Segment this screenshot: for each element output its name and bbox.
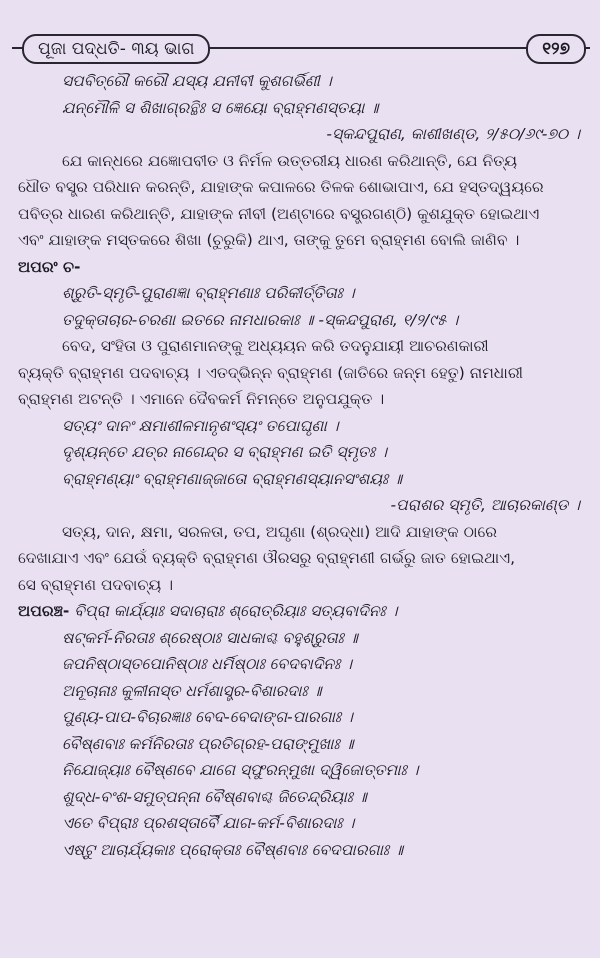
paragraph-line: ବ୍ୟକ୍ତି ବ୍ରାହ୍ମଣ ପଦବାଚ୍ୟ । ଏତଦ୍‌ଭିନ୍ନ ବ୍ରାହ୍ମଣ (ଜାତିରେ ଜନ୍ମ ହେତୁ) ନାମଧାରୀ bbox=[18, 363, 523, 382]
verse-line: ଶ୍ରୁତି-ସ୍ମୃତି-ପୁରାଣଜ୍ଞା ବ୍ରାହ୍ମଣାଃ ପରିକୀର୍ତ୍ତିତାଃ । bbox=[62, 284, 355, 302]
paragraph-line: ବ୍ରାହ୍ମଣ ଅଟନ୍ତି । ଏମାନେ ଦୈବକର୍ମ ନିମନ୍ତେ ଅନୁପଯୁକ୍ତ । bbox=[18, 390, 385, 408]
paragraph-line: ସେ ବ୍ରାହ୍ମଣ ପଦବାଚ୍ୟ । bbox=[18, 575, 174, 594]
verse-line: ବ୍ରାହ୍ମଣ୍ୟାଂ ବ୍ରାହ୍ମଣାଜ୍ଜାତୋ ବ୍ରାହ୍ମଣସ୍ୟାନସଂଶୟଃ ॥ bbox=[62, 469, 403, 488]
verse-line: ଏତେ ବିପ୍ରାଃ ପ୍ରଶସ୍ତାର୍ବୈ ଯାଗ-କର୍ମ-ବିଶାରଦାଃ । bbox=[62, 814, 355, 832]
verse-line: ଜପନିଷ୍ଠାସ୍ତପୋନିଷ୍ଠାଃ ଧର୍ମିଷ୍ଠାଃ ବେଦବାଦିନଃ । bbox=[62, 655, 353, 673]
running-header bbox=[12, 34, 590, 62]
verse-line: ସପବିତ୍ରୌ କରୌ ଯସ୍ୟ ଯନୀବୀ କୁଶଗର୍ଭିଣୀ । bbox=[62, 72, 332, 90]
paragraph-line: ଦେଖାଯାଏ ଏବଂ ଯେଉଁ ବ୍ୟକ୍ତି ବ୍ରାହ୍ମଣ ଔରସରୁ ବ୍ରାହ୍ମଣୀ ଗର୍ଭରୁ ଜାତ ହୋଇଥାଏ, bbox=[18, 549, 516, 567]
paragraph-line: ଏବଂ ଯାହାଙ୍କ ମସ୍ତକରେ ଶିଖା (ଚୁରୁକି) ଥାଏ, ତାଙ୍କୁ ତୁମେ ବ୍ରାହ୍ମଣ ବୋଲି ଜାଣିବ । bbox=[18, 231, 520, 249]
paragraph-line: ଯେ କାନ୍ଧରେ ଯଜ୍ଞୋପବୀତ ଓ ନିର୍ମଳ ଉତ୍ତରୀୟ ଧାରଣ କରିଥାନ୍ତି, ଯେ ନିତ୍ୟ bbox=[62, 151, 518, 170]
page-body bbox=[18, 68, 584, 863]
section-heading-verse bbox=[18, 598, 584, 625]
verse-text: ବିପ୍ରା କାର୍ଯ୍ୟାଃ ସଦାଚାରାଃ ଶ୍ରୋତ୍ରିୟାଃ ସତ୍ୟବାଦିନଃ । bbox=[69, 602, 398, 620]
header-title: ପୂଜା ପଦ୍ଧତି- ୩ୟ ଭାଗ bbox=[22, 34, 210, 64]
verse-line: ଶୁଦ୍ଧ-ବଂଶ-ସମୁତ୍ପନ୍ନା ବୈଷ୍ଣବାଶ୍ଚ ଜିତେନ୍ଦ୍ରିୟାଃ ॥ bbox=[62, 787, 367, 806]
citation-line: -ସ୍କନ୍ଦପୁରାଣ, କାଶୀଖଣ୍ଡ, ୨/୫୦/୬୯-୭୦ । bbox=[326, 125, 580, 143]
verse-line: ଷଟ୍‌କର୍ମ-ନିରତାଃ ଶ୍ରେଷ୍ଠାଃ ସାଧକାଶ୍ଚ ବହୁଶ୍ରୁତାଃ ॥ bbox=[62, 628, 358, 647]
section-heading: ଅପରଂ ଚ- bbox=[18, 257, 81, 276]
paragraph-line: ପବିତ୍ର ଧାରଣ କରିଥାନ୍ତି, ଯାହାଙ୍କ ନୀବୀ (ଅଣ୍ଟାରେ ବସ୍ତ୍ରଗଣ୍ଠି) କୁଶଯୁକ୍ତ ହୋଇଥାଏ bbox=[18, 204, 540, 223]
verse-line: ନିଯୋଜ୍ୟାଃ ବୈଷ୍ଣବେ ଯାଗେ ସ୍ଫୁରନ୍ମୁଖା ଦ୍ୱିଜୋତ୍ତମାଃ । bbox=[62, 761, 419, 779]
paragraph-line: ଧୌତ ବସ୍ତ୍ର ପରିଧାନ କରନ୍ତି, ଯାହାଙ୍କ କପାଳରେ ତିଳକ ଶୋଭାପାଏ, ଯେ ହସ୍ତଦ୍ୱୟରେ bbox=[18, 178, 544, 196]
verse-line: ଯନ୍ମୌଳି ସ ଶିଖାଗ୍ରନ୍ଥିଃ ସ ଜ୍ଞେୟୋ ବ୍ରାହ୍ମଣସ୍ତୟା ॥ bbox=[62, 98, 379, 117]
verse-line: ତଦୁକ୍ତାଚାର-ଚରଣା ଇତରେ ନାମଧାରକାଃ ॥ -ସ୍କନ୍ଦପୁରାଣ, ୧/୨/୯୫ । bbox=[62, 310, 459, 329]
verse-line: ସତ୍ୟଂ ଦାନଂ କ୍ଷମାଶୀଳମାନୃଶଂସ୍ୟଂ ତପୋଘୃଣା । bbox=[62, 416, 339, 435]
page-number: ୧୨୭ bbox=[526, 34, 586, 64]
paragraph-line: ସତ୍ୟ, ଦାନ, କ୍ଷମା, ସରଳତା, ତପ, ଅଘୃଣା (ଶ୍ରଦ୍ଧା) ଆଦି ଯାହାଙ୍କ ଠାରେ bbox=[62, 522, 498, 541]
verse-line: ପୁଣ୍ୟ-ପାପ-ବିଚାରଜ୍ଞାଃ ବେଦ-ବେଦାଙ୍ଗ-ପାରଗାଃ । bbox=[62, 708, 353, 726]
citation-line: -ପରାଶର ସ୍ମୃତି, ଆଚାରକାଣ୍ଡ । bbox=[390, 496, 580, 514]
verse-line: ଦୃଶ୍ୟନ୍ତେ ଯତ୍ର ନାଗେନ୍ଦ୍ର ସ ବ୍ରାହ୍ମଣ ଇତି ସ୍ମୃତଃ । bbox=[62, 443, 387, 461]
paragraph-line: ବେଦ, ସଂହିତା ଓ ପୁରାଣମାନଙ୍କୁ ଅଧ୍ୟୟନ କରି ତଦନୁଯାୟୀ ଆଚରଣକାରୀ bbox=[62, 337, 489, 355]
verse-line: ବୈଷ୍ଣବାଃ କର୍ମନିରତାଃ ପ୍ରତିଗ୍ରହ-ପରାଙ୍ମୁଖାଃ ॥ bbox=[62, 734, 354, 753]
verse-line: ଅନୂଚାନାଃ କୁଳୀନାସ୍ତ ଧର୍ମଶାସ୍ତ୍ର-ବିଶାରଦାଃ ॥ bbox=[62, 681, 322, 700]
section-heading: ଅପରଞ୍ଚ- bbox=[18, 602, 70, 620]
verse-line: ଏଷ୍ଟୁ ଆଚାର୍ଯ୍ୟକାଃ ପ୍ରୋକ୍ତାଃ ବୈଷ୍ଣବାଃ ବେଦପାରଗାଃ ॥ bbox=[62, 840, 404, 859]
